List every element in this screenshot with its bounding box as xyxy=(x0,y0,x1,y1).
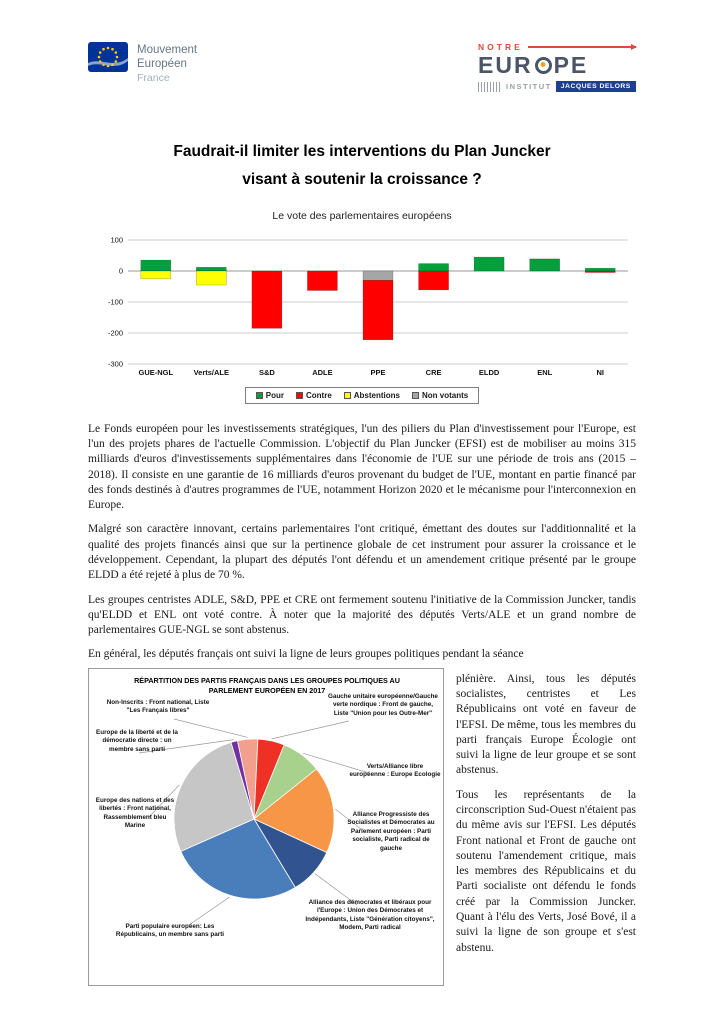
svg-text:-100: -100 xyxy=(107,297,123,307)
title-line-1: Faudrait-il limiter les interventions du Plan Juncker xyxy=(173,143,551,160)
svg-text:CRE: CRE xyxy=(425,367,442,377)
paragraph-2: Malgré son caractère innovant, certains parlementaires l'ont critiqué, émettant des doutes sur l'additionnalité et la qualité des projets financés ainsi que sur la pertinence globale de cet instrument pour assurer la croissance et le développement. Cependant, la plupart des députés l'ont défendu et un amendement critique présenté par le groupe ELDD a été rejeté à plus de 70 %. xyxy=(88,523,636,582)
pie-label-gue-ngl: Gauche unitaire européenne/Gauche verte nordique : Front de gauche, Liste "Union pour les Outre-Mer" xyxy=(328,692,438,717)
legend-item xyxy=(412,391,468,400)
bar-segment xyxy=(419,263,449,270)
svg-text:PPE: PPE xyxy=(370,367,386,377)
bar-segment xyxy=(585,268,615,271)
svg-text:NI: NI xyxy=(596,367,604,377)
svg-text:100: 100 xyxy=(110,235,123,245)
barcode-icon xyxy=(478,82,502,92)
legend-swatch-icon xyxy=(412,392,419,399)
europe-pre: EUR xyxy=(478,52,533,78)
europe-post: PE xyxy=(553,52,589,78)
pie-leader-line xyxy=(189,897,229,925)
bar-chart xyxy=(88,232,636,380)
legend-item xyxy=(256,391,284,400)
legend-swatch-icon xyxy=(296,392,303,399)
paragraph-1: Le Fonds européen pour les investissements stratégiques, l'un des piliers du Plan d'investissement pour l'Europe, est l'un des projets phares de l'actuelle Commission. L'objectif du Plan Juncker (EFSI) est de mobiliser au moins 315 milliards d'euros d'investissements supplémentaires dans l'économie de l'UE sur une période de trois ans (2015 – 2018). Il consiste en une garantie de 16 milliards d'euros provenant du budget de l'UE, montant en partie financé par des fonds destinés à d'autres programmes de l'UE, notamment Horizon 2020 et le mécanisme pour l'interconnexion en Europe. xyxy=(88,422,636,512)
bar-segment xyxy=(419,271,449,290)
pie-label-sd: Alliance Progressiste des Socialistes et Démocrates au Parlement européen : Parti socialiste, Parti radical de gauche xyxy=(347,810,435,852)
svg-text:0: 0 xyxy=(118,266,123,276)
pie-label-ppe: Parti populaire européen: Les Républicains, un membre sans parti xyxy=(115,922,225,939)
logo-line-2: Européen xyxy=(137,58,187,71)
legend-swatch-icon xyxy=(344,392,351,399)
logo-line-1: Mouvement xyxy=(137,44,198,56)
bar-segment xyxy=(196,271,226,285)
chart-subtitle: Le vote des parlementaires européens xyxy=(272,209,452,222)
stylized-o-icon xyxy=(535,57,552,74)
legend-label: Non votants xyxy=(422,390,469,400)
bar-segment xyxy=(363,280,393,340)
legend-label: Pour xyxy=(265,390,284,400)
title-line-2: visant à soutenir la croissance ? xyxy=(242,170,482,188)
bar-segment xyxy=(141,271,171,279)
paragraph-4-intro: En général, les députés français ont suivi la ligne de leurs groupes politiques pendant la séance xyxy=(88,648,524,661)
notre-europe-logo xyxy=(478,42,636,92)
svg-text:GUE-NGL: GUE-NGL xyxy=(138,367,174,377)
chart-legend xyxy=(245,387,479,404)
jacques-delors-badge: JACQUES DELORS xyxy=(556,81,636,92)
logo-line-3: France xyxy=(137,72,170,85)
pie-label-eldd: Europe de la liberté et de la démocratie directe : un membre sans parti xyxy=(96,728,178,753)
pie-label-adle: Alliance des démocrates et libéraux pour l'Europe : Union des Démocrates et Indépendants, Liste "Génération citoyens", Modem, Parti radical xyxy=(305,898,435,932)
bar-segment xyxy=(196,267,226,271)
svg-text:ELDD: ELDD xyxy=(478,367,500,377)
mouvement-europeen-wordmark xyxy=(137,42,197,85)
paragraph-3: Les groupes centristes ADLE, S&D, PPE et CRE ont fermement soutenu l'initiative de la Commission Juncker, tandis qu'ELDD et ENL ont voté contre. À noter que la majorité des députés Verts/ALE et un grand nombre de parlementaires GUE-NGL se sont abstenus. xyxy=(88,593,636,637)
legend-item xyxy=(344,391,400,400)
pie-leader-line xyxy=(174,719,247,737)
europe-wordmark xyxy=(478,54,636,77)
institut-label: INSTITUT xyxy=(506,82,552,91)
bar-segment xyxy=(363,271,393,280)
svg-text:Verts/ALE: Verts/ALE xyxy=(193,367,230,377)
bar-segment xyxy=(307,271,337,291)
pie-label-non-inscrits: Non-Inscrits : Front national, Liste "Les Français libres" xyxy=(106,698,210,715)
bar-segment xyxy=(474,257,504,271)
notre-label: NOTRE xyxy=(478,42,523,52)
paragraph-4-rest: plénière. Ainsi, tous les députés socialistes, centristes et Les Républicains ont voté en faveur de l'EFSI. De même, tous les membres du parti français Europe Écologie ont suivi la ligne de leur groupe et se sont abstenus. xyxy=(456,672,636,777)
pie-label-verts-ale: Verts/Alliance libre européenne : Europe Ecologie xyxy=(349,762,441,779)
svg-text:ADLE: ADLE xyxy=(312,367,333,377)
bar-segment xyxy=(141,260,171,271)
pie-label-enl: Europe des nations et des libertés : Front national, Rassemblement bleu Marine xyxy=(95,796,175,830)
bar-chart-block xyxy=(88,210,636,404)
bar-segment xyxy=(252,271,282,328)
header xyxy=(88,42,636,102)
svg-text:-200: -200 xyxy=(107,328,123,338)
page-title xyxy=(88,138,636,194)
eu-flag-icon xyxy=(88,42,128,72)
bar-segment xyxy=(585,271,615,273)
legend-swatch-icon xyxy=(256,392,263,399)
paragraph-5: Tous les représentants de la circonscription Sud-Ouest n'étaient pas du même avis sur l'EFSI. Les députés Front national et Front de gauche ont soutenu l'amendement critique, mais les membres des Républicains et du Parti socialiste ont défendu le fonds créé par la Commission Juncker. Quant à l'élu des Verts, José Bové, il a suivi la ligne de son groupe et s'est abstenu. xyxy=(456,788,636,954)
body-text xyxy=(88,422,636,639)
arrow-icon xyxy=(528,46,636,48)
legend-label: Abstentions xyxy=(353,390,400,400)
svg-text:-300: -300 xyxy=(107,359,123,369)
pie-leader-line xyxy=(272,721,349,739)
legend-item xyxy=(296,391,332,400)
bar-segment xyxy=(530,259,560,271)
svg-text:ENL: ENL xyxy=(537,367,553,377)
pie-chart-box xyxy=(88,668,444,986)
pie-chart-title: RÉPARTITION DES PARTIS FRANÇAIS DANS LES GROUPES POLITIQUES AU PARLEMENT EUROPÉEN EN 2017 xyxy=(134,675,400,695)
bottom-section xyxy=(88,647,636,955)
mouvement-europeen-logo xyxy=(88,42,197,85)
legend-label: Contre xyxy=(305,390,332,400)
svg-text:S&D: S&D xyxy=(258,367,275,377)
